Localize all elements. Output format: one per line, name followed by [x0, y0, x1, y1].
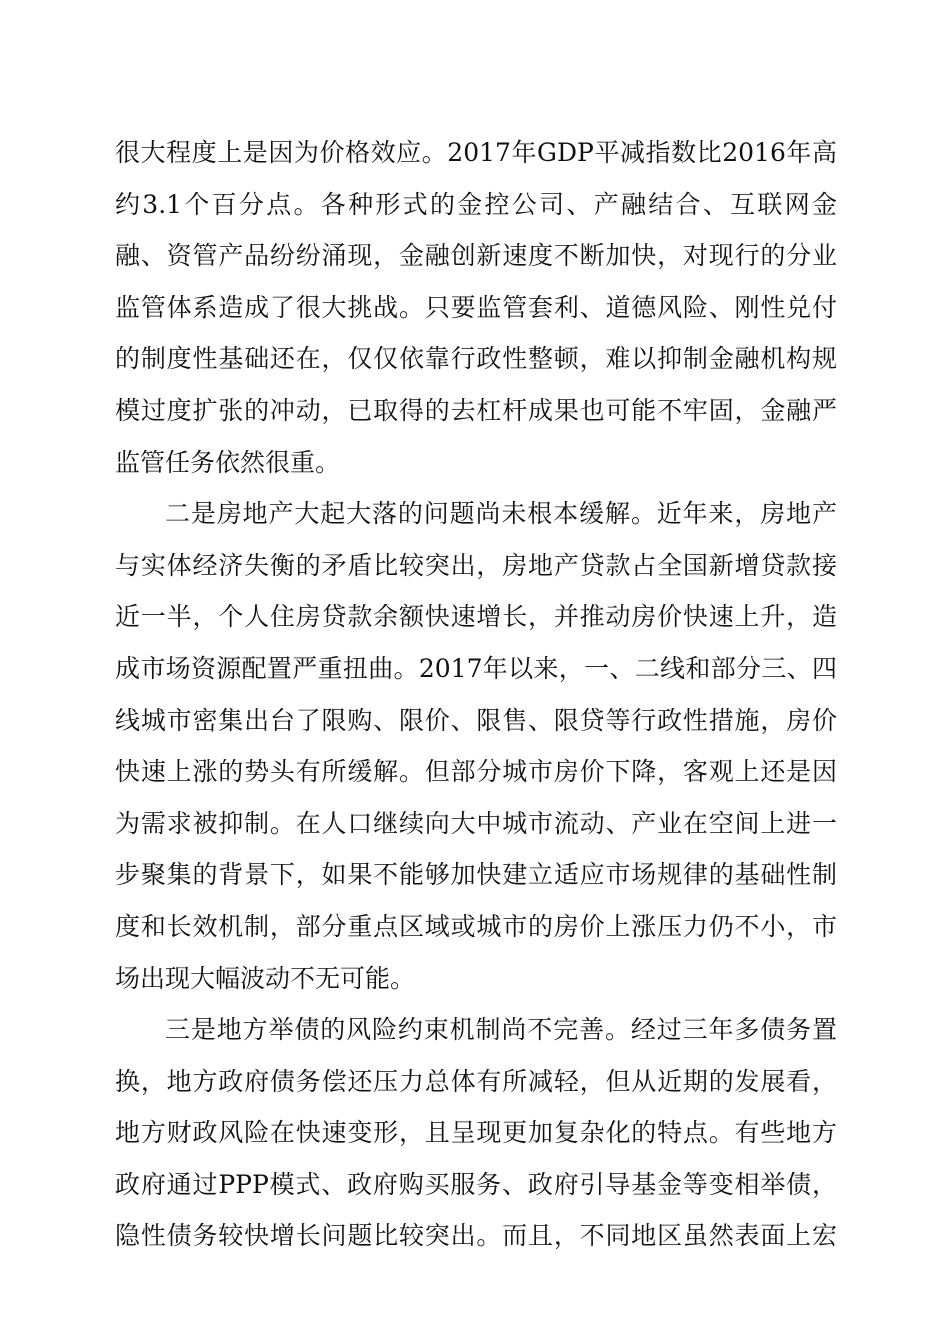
text-line: 监管体系造成了很大挑战。只要监管套利、道德风险、刚性兑付 — [115, 292, 837, 322]
text-line: 近一半，个人住房贷款余额快速增长，并推动房价快速上升，造 — [115, 602, 837, 632]
text-line: 政府通过PPP模式、政府购买服务、政府引导基金等变相举债， — [115, 1169, 837, 1199]
text-line: 线城市密集出台了限购、限价、限售、限贷等行政性措施，房价 — [115, 705, 837, 735]
text-line: 很大程度上是因为价格效应。2017年GDP平减指数比2016年高 — [115, 138, 837, 167]
text-line: 换，地方政府债务偿还压力总体有所减轻，但从近期的发展看， — [115, 1066, 837, 1096]
text-line: 约3.1个百分点。各种形式的金控公司、产融结合、互联网金 — [115, 189, 837, 219]
text-line: 地方财政风险在快速变形，且呈现更加复杂化的特点。有些地方 — [115, 1118, 837, 1148]
text-line: 成市场资源配置严重扭曲。2017年以来，一、二线和部分三、四 — [115, 653, 837, 683]
text-line: 与实体经济失衡的矛盾比较突出，房地产贷款占全国新增贷款接 — [115, 550, 837, 580]
text-line: 步聚集的背景下，如果不能够加快建立适应市场规律的基础性制 — [115, 860, 837, 890]
body-text — [115, 127, 837, 1262]
text-line: 为需求被抑制。在人口继续向大中城市流动、产业在空间上进一 — [115, 808, 837, 838]
text-line: 模过度扩张的冲动，已取得的去杠杆成果也可能不牢固，金融严 — [115, 395, 837, 425]
text-line: 监管任务依然很重。 — [115, 447, 341, 477]
text-line: 场出现大幅波动不无可能。 — [115, 963, 416, 993]
text-line: 的制度性基础还在，仅仅依靠行政性整顿，难以抑制金融机构规 — [115, 344, 837, 374]
text-line: 隐性债务较快增长问题比较突出。而且，不同地区虽然表面上宏 — [115, 1221, 837, 1251]
text-line: 度和长效机制，部分重点区域或城市的房价上涨压力仍不小，市 — [115, 911, 837, 941]
text-line: 三是地方举债的风险约束机制尚不完善。经过三年多债务置 — [165, 1015, 837, 1045]
text-line: 快速上涨的势头有所缓解。但部分城市房价下降，客观上还是因 — [115, 757, 837, 787]
text-line: 融、资管产品纷纷涌现，金融创新速度不断加快，对现行的分业 — [115, 241, 837, 271]
text-line: 二是房地产大起大落的问题尚未根本缓解。近年来，房地产 — [165, 499, 837, 529]
